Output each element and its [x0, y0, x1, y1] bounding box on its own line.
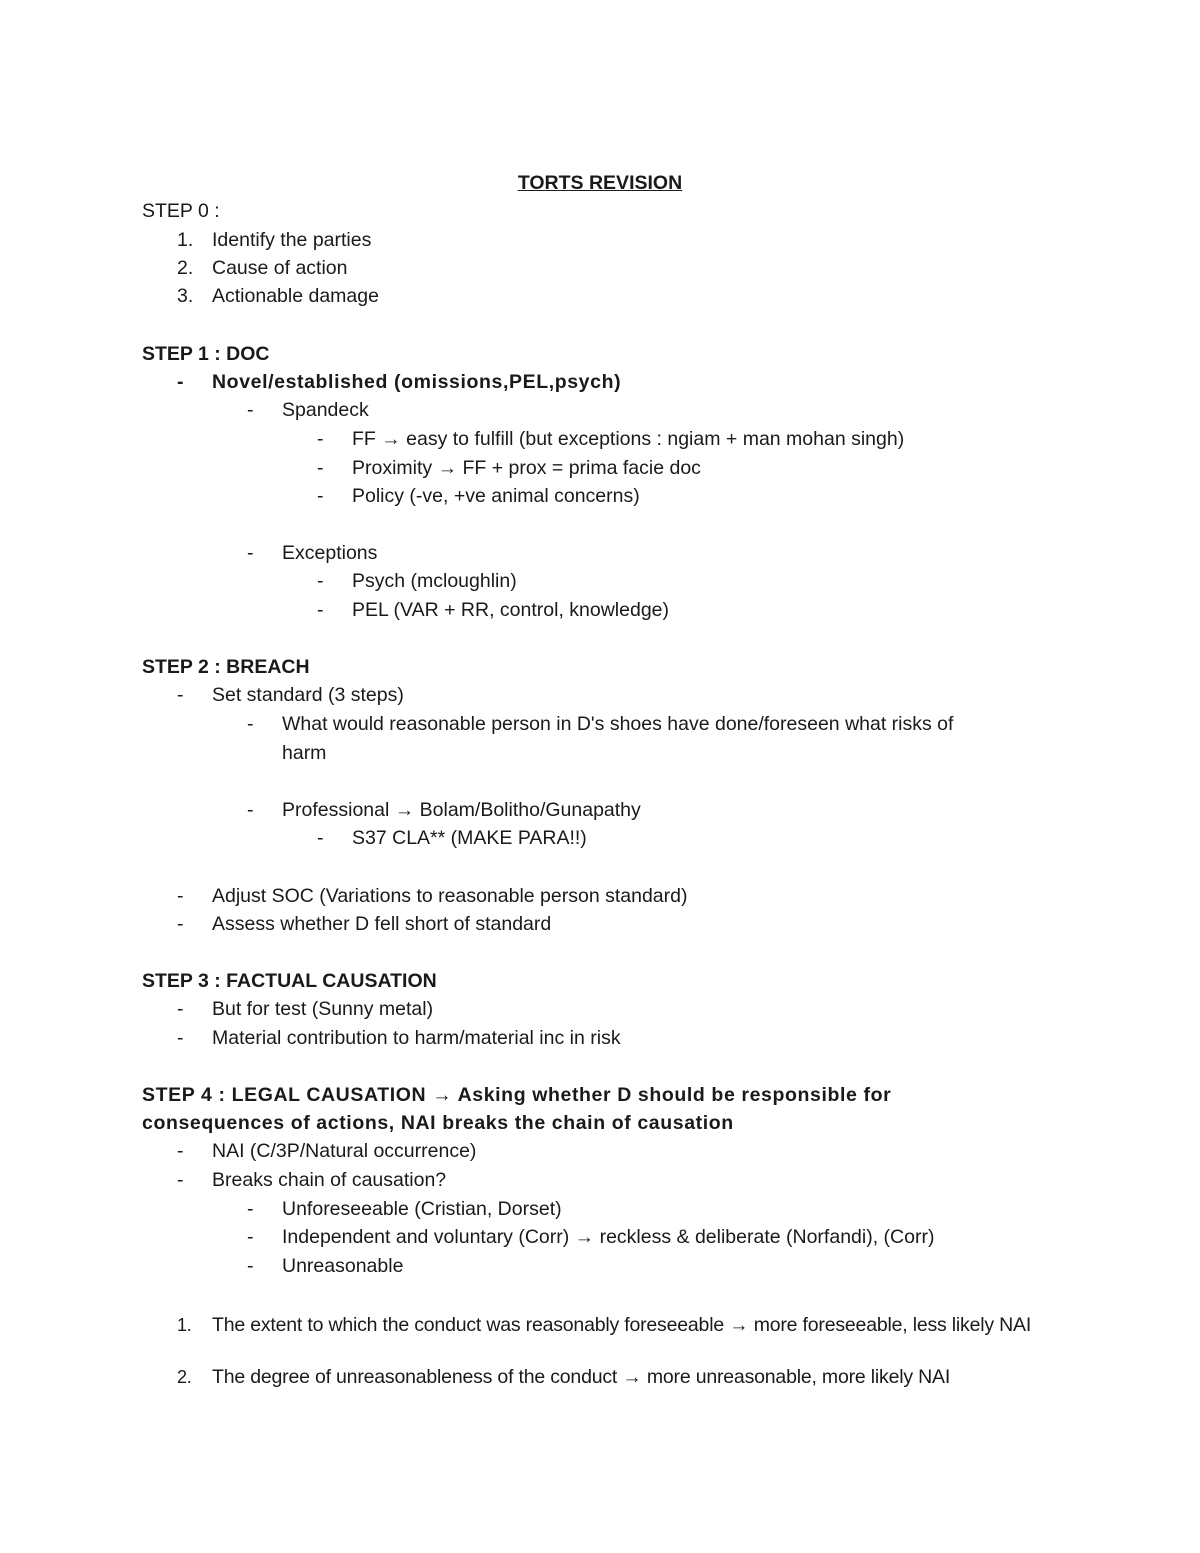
list-item-continuation: harm — [282, 742, 327, 764]
list-number: 2. — [177, 1367, 192, 1387]
bullet-dash: - — [177, 1027, 184, 1049]
bullet-dash: - — [247, 1255, 254, 1277]
step2-heading: STEP 2 : BREACH — [142, 656, 310, 678]
bullet-dash: - — [177, 998, 184, 1020]
step0-heading: STEP 0 : — [142, 200, 220, 222]
bullet-dash: - — [177, 1169, 184, 1191]
bullet-dash: - — [247, 1226, 254, 1248]
step4-heading: STEP 4 : LEGAL CAUSATION → Asking whether D should be responsible for — [142, 1084, 892, 1106]
bullet-dash: - — [247, 799, 254, 821]
list-item: Adjust SOC (Variations to reasonable person standard) — [212, 885, 688, 907]
list-item: The degree of unreasonableness of the conduct → more unreasonable, more likely NAI — [212, 1366, 951, 1388]
list-item: PEL (VAR + RR, control, knowledge) — [352, 599, 670, 621]
bullet-dash: - — [177, 913, 184, 935]
list-item: Unforeseeable (Cristian, Dorset) — [282, 1198, 562, 1220]
list-item: Set standard (3 steps) — [212, 684, 404, 706]
bullet-dash: - — [317, 457, 324, 479]
bullet-dash: - — [317, 827, 324, 849]
list-item: Cause of action — [212, 257, 348, 279]
list-number: 2. — [177, 257, 194, 279]
bullet-dash: - — [177, 684, 184, 706]
list-number: 1. — [177, 229, 194, 251]
list-item: Breaks chain of causation? — [212, 1169, 447, 1191]
list-item: Unreasonable — [282, 1255, 404, 1277]
bullet-dash: - — [177, 371, 184, 393]
bullet-dash: - — [177, 885, 184, 907]
list-item: Novel/established (omissions,PEL,psych) — [212, 371, 622, 393]
list-item: Exceptions — [282, 542, 378, 564]
list-number: 3. — [177, 285, 194, 307]
list-item: Proximity → FF + prox = prima facie doc — [352, 457, 701, 479]
bullet-dash: - — [247, 713, 254, 735]
list-item: Spandeck — [282, 399, 369, 421]
list-item: Psych (mcloughlin) — [352, 570, 517, 592]
step4-heading-continuation: consequences of actions, NAI breaks the chain of causation — [142, 1112, 734, 1134]
bullet-dash: - — [317, 599, 324, 621]
bullet-dash: - — [247, 1198, 254, 1220]
list-item: FF → easy to fulfill (but exceptions : ngiam + man mohan singh) — [352, 428, 905, 450]
list-item: S37 CLA** (MAKE PARA!!) — [352, 827, 587, 849]
step1-heading: STEP 1 : DOC — [142, 343, 270, 365]
list-item: Identify the parties — [212, 229, 372, 251]
bullet-dash: - — [177, 1140, 184, 1162]
list-item: Assess whether D fell short of standard — [212, 913, 552, 935]
list-item: Material contribution to harm/material inc in risk — [212, 1027, 621, 1049]
bullet-dash: - — [247, 542, 254, 564]
list-item: Independent and voluntary (Corr) → reckless & deliberate (Norfandi), (Corr) — [282, 1226, 935, 1248]
list-item: But for test (Sunny metal) — [212, 998, 434, 1020]
list-number: 1. — [177, 1315, 192, 1335]
document-title: TORTS REVISION — [517, 172, 683, 194]
bullet-dash: - — [317, 428, 324, 450]
list-item: What would reasonable person in D's shoes have done/foreseen what risks of — [282, 713, 954, 735]
list-item: The extent to which the conduct was reasonably foreseeable → more foreseeable, less likely NAI — [212, 1314, 1032, 1336]
bullet-dash: - — [247, 399, 254, 421]
bullet-dash: - — [317, 485, 324, 507]
step3-heading: STEP 3 : FACTUAL CAUSATION — [142, 970, 437, 992]
list-item: Actionable damage — [212, 285, 379, 307]
list-item: Policy (-ve, +ve animal concerns) — [352, 485, 640, 507]
list-item: Professional → Bolam/Bolitho/Gunapathy — [282, 799, 641, 821]
bullet-dash: - — [317, 570, 324, 592]
list-item: NAI (C/3P/Natural occurrence) — [212, 1140, 477, 1162]
